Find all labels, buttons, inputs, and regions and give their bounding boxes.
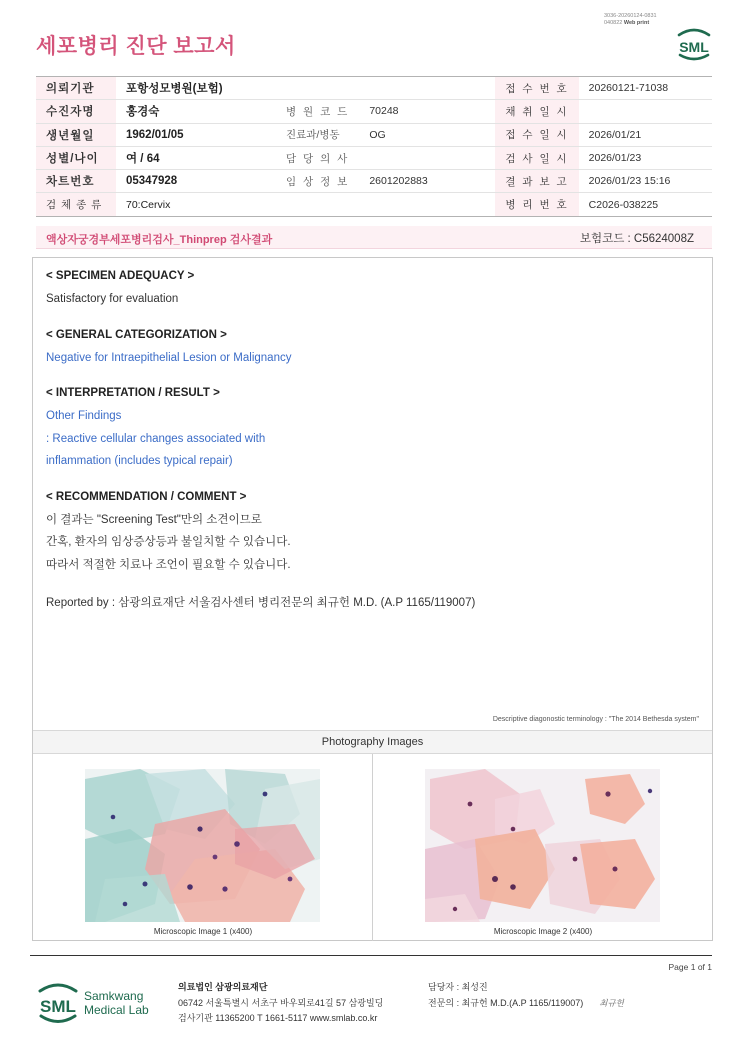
value-hospital-code: 70248 bbox=[359, 100, 495, 123]
value-patient-name: 홍경숙 bbox=[116, 100, 276, 123]
print-id-number: 040822 bbox=[604, 19, 623, 26]
footer-logo-en2: Medical Lab bbox=[84, 1003, 149, 1017]
label-patient-name: 수진자명 bbox=[36, 100, 116, 123]
caption-image-1: Microscopic Image 1 (x400) bbox=[153, 927, 253, 936]
interpretation-heading: < INTERPRETATION / RESULT > bbox=[46, 387, 220, 399]
interpretation-line-1: Other Findings bbox=[46, 410, 122, 422]
info-row bbox=[36, 77, 712, 100]
result-box bbox=[32, 257, 713, 941]
label-birth-date: 생년월일 bbox=[36, 123, 116, 146]
test-name: 액상자궁경부세포병리검사_Thinprep 검사결과 bbox=[46, 234, 273, 246]
adequacy-heading: < SPECIMEN ADEQUACY > bbox=[46, 270, 195, 282]
categorization-text: Negative for Intraepithelial Lesion or Malignancy bbox=[46, 351, 292, 364]
recommendation-heading: < RECOMMENDATION / COMMENT > bbox=[46, 490, 247, 503]
value-chart-number: 05347928 bbox=[116, 170, 276, 193]
info-row bbox=[36, 193, 712, 216]
label-sex-age: 성별/나이 bbox=[36, 146, 116, 169]
footer-organization bbox=[178, 980, 383, 1027]
value-requesting-org: 포항성모병원(보험) bbox=[116, 77, 495, 100]
recommendation-line-2: 간혹, 환자의 임상증상등과 불일치할 수 있습니다. bbox=[46, 536, 291, 548]
result-content bbox=[46, 270, 696, 615]
microscopic-image-2 bbox=[425, 769, 660, 922]
org-contact: 검사기관 11365200 T 1661-5117 www.smlab.co.kr bbox=[178, 1013, 378, 1023]
info-row bbox=[36, 170, 712, 193]
web-print-label: Web print bbox=[623, 19, 650, 26]
value-receipt-date: 2026/01/21 bbox=[579, 123, 712, 146]
org-name: 의료법인 삼광의료재단 bbox=[178, 982, 268, 992]
page-number: Page 1 of 1 bbox=[668, 962, 712, 972]
microscopic-image-1 bbox=[85, 769, 320, 922]
test-title-bar bbox=[36, 226, 712, 249]
info-row bbox=[36, 100, 712, 123]
value-collection-date bbox=[579, 100, 712, 123]
footer-logo-en1: Samkwang bbox=[84, 989, 144, 1003]
interpretation-line-3: inflammation (includes typical repair) bbox=[46, 455, 233, 467]
print-id-line1: 3036-20260124-0831 bbox=[604, 13, 657, 19]
value-test-date: 2026/01/23 bbox=[579, 146, 712, 169]
print-id bbox=[604, 13, 657, 26]
terminology-note: Descriptive diagonostic terminology : "The 2014 Bethesda system" bbox=[492, 716, 699, 723]
report-title: 세포병리 진단 보고서 bbox=[36, 35, 236, 58]
value-result-report: 2026/01/23 15:16 bbox=[579, 170, 712, 193]
value-sex-age: 여 / 64 bbox=[116, 146, 276, 169]
label-requesting-org: 의뢰기관 bbox=[36, 77, 116, 100]
footer-divider bbox=[30, 955, 712, 956]
value-pathology-number: C2026-038225 bbox=[579, 193, 712, 216]
org-address: 06742 서울특별시 서초구 바우뫼로41길 57 삼광빌딩 bbox=[178, 997, 384, 1008]
label-test-date: 검 사 일 시 bbox=[495, 146, 578, 169]
label-chart-number: 차트번호 bbox=[36, 170, 116, 193]
value-department: OG bbox=[359, 123, 495, 146]
label-receipt-date: 접 수 일 시 bbox=[495, 123, 578, 146]
label-collection-date: 채 취 일 시 bbox=[495, 100, 578, 123]
info-row bbox=[36, 146, 712, 169]
patient-info-table bbox=[36, 76, 712, 217]
photo-section-header: Photography Images bbox=[33, 730, 712, 754]
label-result-report: 결 과 보 고 bbox=[495, 170, 578, 193]
label-pathology-number: 병 리 번 호 bbox=[495, 193, 578, 216]
reported-by: Reported by : 삼광의료재단 서울검사센터 병리전문의 최규헌 M.D. (A.P 1165/119007) bbox=[46, 597, 476, 609]
label-department: 진료과/병동 bbox=[276, 123, 359, 146]
footer-staff bbox=[428, 980, 624, 1012]
value-receipt-number: 20260121-71038 bbox=[579, 77, 712, 100]
logo-top-text: SML bbox=[679, 39, 709, 55]
samkwang-logo-icon bbox=[36, 979, 166, 1027]
categorization-heading: < GENERAL CATEGORIZATION > bbox=[46, 328, 227, 341]
sml-logo-icon bbox=[674, 26, 714, 62]
value-physician bbox=[359, 146, 495, 169]
staff-pathologist: 전문의 : 최규헌 M.D.(A.P 1165/119007) bbox=[428, 997, 584, 1008]
adequacy-text: Satisfactory for evaluation bbox=[46, 293, 179, 305]
signature: 최규헌 bbox=[599, 998, 624, 1009]
recommendation-line-1: 이 결과는 "Screening Test"만의 소견이므로 bbox=[46, 513, 262, 526]
label-specimen-type: 검 체 종 류 bbox=[36, 193, 116, 216]
label-hospital-code: 병 원 코 드 bbox=[276, 100, 359, 123]
staff-in-charge: 담당자 : 최성진 bbox=[428, 982, 488, 992]
interpretation-line-2: : Reactive cellular changes associated with bbox=[46, 432, 266, 445]
label-receipt-number: 접 수 번 호 bbox=[495, 77, 578, 100]
info-row bbox=[36, 123, 712, 146]
insurance-code: 보험코드 : C5624008Z bbox=[579, 233, 694, 245]
recommendation-line-3: 따라서 적절한 치료나 조언이 필요할 수 있습니다. bbox=[46, 558, 291, 571]
photo-divider bbox=[372, 754, 373, 941]
caption-image-2: Microscopic Image 2 (x400) bbox=[493, 927, 593, 936]
value-specimen-type: 70:Cervix bbox=[116, 193, 495, 216]
label-physician: 담 당 의 사 bbox=[276, 146, 359, 169]
value-clinical-info: 2601202883 bbox=[359, 170, 495, 193]
value-birth-date: 1962/01/05 bbox=[116, 123, 276, 146]
label-clinical-info: 임 상 정 보 bbox=[276, 170, 359, 193]
footer-logo-mark: SML bbox=[40, 997, 76, 1016]
